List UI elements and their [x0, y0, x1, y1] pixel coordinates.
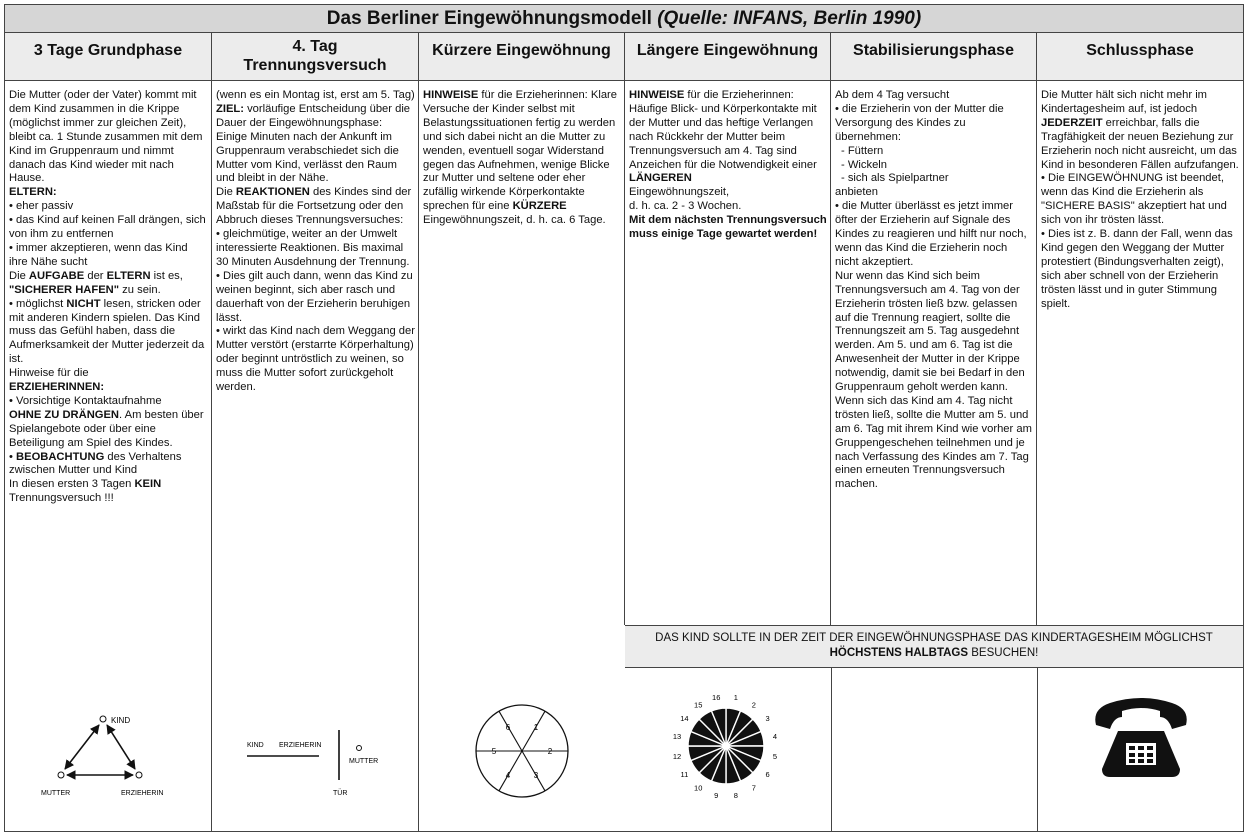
clock-label: 1: [733, 693, 738, 702]
clock-label: 4: [772, 732, 778, 742]
column-kuerzere: HINWEISE für die Erzieherinnen: Klare Versuche der Kinder selbst mit Belastungssituationen fertig zu werden und sich dabei nicht an die Mutter zu wenden, eventuell sogar Widerstand gegen das Aufnehmen, wenige Blicke zur Mutter und seltene oder eher zufällig wirkende Körperkontakte sprechen für eine KÜRZERE Eingewöhnungszeit, d. h. ca. 6 Tage.: [419, 81, 625, 625]
header-kuerzere: Kürzere Eingewöhnung: [419, 33, 625, 81]
telephone-icon: [1088, 695, 1194, 779]
column-schluss: Die Mutter hält sich nicht mehr im Kindertagesheim auf, ist jedoch JEDERZEIT erreichbar, falls die Tragfähigkeit der neuen Beziehung zur Erzieherin noch nicht ausreicht, um das Kind in besonderen Fällen aufzufangen. • Die EINGEWÖHNUNG ist beendet, wenn das Kind die Erzieherin als "SICHERE BASIS" akzeptiert hat und sich von ihr trösten lässt. • Dies ist z. B. dann der Fall, wenn das Kind gegen den Weggang der Mutter protestiert (Bindungsverhalten zeigt), sich aber schnell von der Erzieherin trösten lässt und in guter Stimmung spielt.: [1041, 89, 1239, 310]
clock-label: 10: [694, 783, 703, 793]
page-title: [5, 5, 1243, 33]
clock-label: 9: [714, 791, 719, 800]
header-schluss: Schlussphase: [1037, 33, 1243, 81]
label-erzieherin: ERZIEHERIN: [279, 742, 322, 749]
clock-label: 15: [694, 700, 703, 710]
column-laengere: HINWEISE für die Erzieherinnen: Häufige Blick- und Körperkontakte mit der Mutter und das heftige Verlangen nach Rückkehr der Mutter beim Trennungsversuch am 4. Tag sind Anzeichen für die Notwendigkeit einer LÄNGEREN Eingewöhnungszeit, d. h. ca. 2 - 3 Wochen. Mit dem nächsten Trennungsversuch muss einige Tage gewartet werden!: [625, 81, 831, 625]
label-erzieherin: ERZIEHERIN: [121, 790, 164, 797]
label-kind: KIND: [111, 716, 131, 725]
header-grundphase: 3 Tage Grundphase: [5, 33, 212, 81]
column-grundphase: Die Mutter (oder der Vater) kommt mit dem Kind zusammen in die Krippe (möglichst immer zur gleichen Zeit), bleibt ca. 1 Stunde zusammen mit dem Kind im Gruppenraum und nimmt danach das Kind wieder mit nach Hause. ELTERN: • eher passiv • das Kind auf keinen Fall drängen, sich von ihm zu entfernen • immer akzeptieren, wenn das Kind ihre Nähe sucht Die AUFGABE der ELTERN ist es, "SICHERER HAFEN" zu sein. • möglichst NICHT lesen, stricken oder mit anderen Kindern spielen. Das Kind muss das Gefühl haben, dass die Aufmerksamkeit der Mutter jederzeit da ist. Hinweise für die ERZIEHERINNEN: • Vorsichtige Kontaktaufnahme OHNE ZU DRÄNGEN. Am besten über Spielangebote oder über eine Beteiligung am Spiel des Kindes. • BEOBACHTUNG des Verhaltens zwischen Mutter und Kind In diesen ersten 3 Tagen KEIN Trennungsversuch !!!: [5, 81, 212, 831]
clock-label: 8: [733, 791, 738, 800]
label-mutter: MUTTER: [41, 790, 71, 797]
clock-label: 13: [672, 732, 682, 742]
header-trennungsversuch: 4. Tag Trennungsversuch: [212, 33, 419, 81]
pie-label: 6: [505, 722, 511, 732]
clock-label: 5: [772, 751, 778, 761]
six-sector-circle-icon: [471, 701, 573, 801]
pie-divider: [499, 711, 522, 751]
label-kind: KIND: [247, 742, 264, 749]
triangle-diagram-icon: [35, 705, 185, 805]
column-trennungsversuch: (wenn es ein Montag ist, erst am 5. Tag) ZIEL: vorläufige Entscheidung über die Dauer der Eingewöhnungsphase: Einige Minuten nach der Ankunft im Gruppenraum verabschiedet sich die Mutter vom Kind, verlässt den Raum und bleibt in der Nähe. Die REAKTIONEN des Kindes sind der Maßstab für die Fortsetzung oder den Abbruch dieses Trennungsversuches: • gleichmütige, weiter an der Umwelt interessierte Reaktionen. Bis maximal 30 Minuten Ausdehnung der Trennung. • Dies gilt auch dann, wenn das Kind zu weinen beginnt, sich aber rasch und dauerhaft von der Erzieherin beruhigen lässt. • wirkt das Kind nach dem Weggang der Mutter verstört (erstarrte Körperhaltung) oder beginnt untröstlich zu weinen, so muss die Mutter sofort zurückgeholt werden.: [212, 81, 419, 831]
pie-divider: [499, 751, 522, 791]
pie-label: 3: [533, 771, 539, 781]
clock-label: 14: [680, 714, 689, 724]
pie-label: 1: [533, 722, 539, 732]
clock-label: 6: [765, 769, 770, 779]
clock-label: 3: [765, 714, 770, 724]
column-stabilisierung: Ab dem 4 Tag versucht • die Erzieherin von der Mutter die Versorgung des Kindes zu übernehmen: - Füttern - Wickeln - sich als Spielpartner anbieten • die Mutter überlässt es jetzt immer öfter der Erzieherin auf Signale des Kindes zu reagieren und hilft nur noch, wenn das Kind die Erzieherin noch nicht akzeptiert. Nur wenn das Kind sich beim Trennungsversuch am 4. Tag von der Erzieherin trösten ließ bzw. gelassen auf die Trennung reagiert, sollte die Trennungszeit am 5. Tag ausgedehnt werden. Am 5. und am 6. Tag ist die Anwesenheit der Mutter in der Krippe notwendig, damit sie bei Bedarf in den Gruppenraum geholt werden kann. Wenn sich das Kind am 4. Tag nicht trösten ließ, sollte die Mutter am 5. und am 6. Tag mit ihrem Kind wie vorher am Gruppengeschehen teilnehmen und je nach Verfassung des Kindes am 7. Tag einen erneuten Trennungsversuch machen.: [831, 81, 1037, 625]
pie-label: 2: [547, 747, 553, 756]
title-source: (Quelle: INFANS, Berlin 1990): [657, 8, 922, 29]
pie-label: 4: [505, 771, 511, 781]
header-laengere: Längere Eingewöhnung: [625, 33, 831, 81]
door-diagram-icon: [245, 720, 385, 810]
clock-label: 2: [751, 700, 756, 710]
pie-label: 5: [491, 747, 497, 756]
divider: [831, 668, 832, 831]
clock-label: 16: [712, 693, 721, 702]
label-tuer: TÜR: [333, 790, 348, 797]
title-main: Das Berliner Eingewöhnungsmodell: [326, 8, 658, 29]
header-stabilisierung: Stabilisierungsphase: [831, 33, 1037, 81]
half-day-banner: DAS KIND SOLLTE IN DER ZEIT DER EINGEWÖHNUNGSPHASE DAS KINDERTAGESHEIM MÖGLICHST HÖCHSTENS HALBTAGS BESUCHEN!: [625, 625, 1243, 668]
model-table: [4, 4, 1244, 832]
clock-label: 7: [751, 783, 756, 793]
clock-label: 12: [672, 751, 682, 761]
label-mutter: MUTTER: [349, 758, 379, 765]
divider: [1037, 668, 1038, 831]
sixteen-sector-clock-icon: [661, 681, 791, 811]
clock-label: 11: [680, 769, 689, 779]
